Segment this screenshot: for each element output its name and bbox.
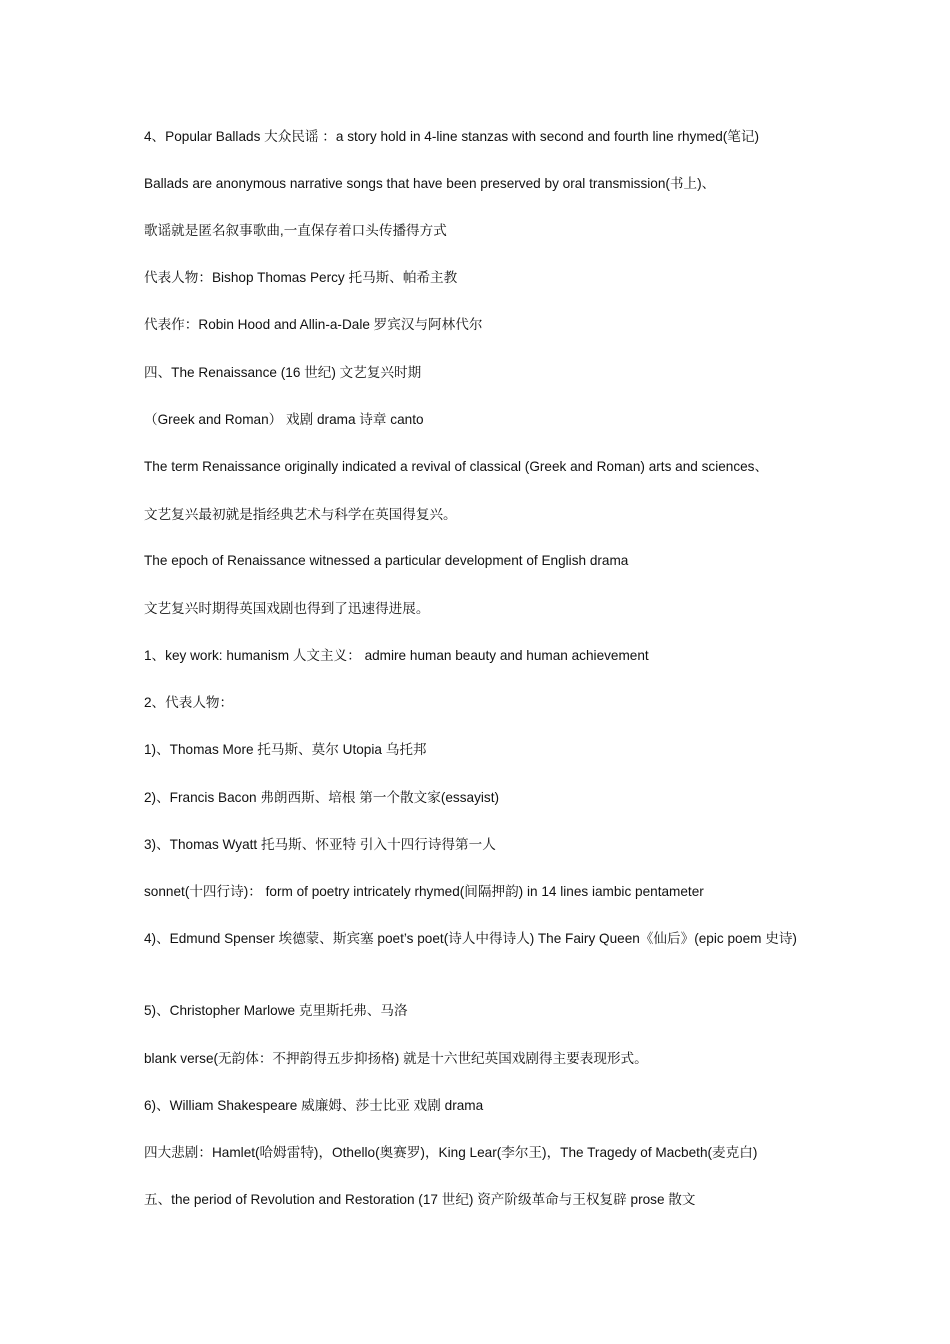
- text-line: 4、Popular Ballads 大众民谣 ：a story hold in 4-line stanzas with second and fourth line rhymed(笔记): [144, 129, 760, 144]
- text-line: 歌谣就是匿名叙事歌曲,一直保存着口头传播得方式: [144, 223, 447, 238]
- text-line: sonnet(十四行诗)： form of poetry intricately rhymed(间隔押韵) in 14 lines iambic pentameter: [144, 884, 704, 899]
- list-item: 3)、Thomas Wyatt 托马斯、怀亚特 引入十四行诗得第一人: [144, 837, 496, 852]
- text-line: The epoch of Renaissance witnessed a particular development of English drama: [144, 553, 629, 568]
- text-line: Ballads are anonymous narrative songs that have been preserved by oral transmission(书上)、: [144, 176, 716, 191]
- text-line: 2、代表人物：: [144, 695, 234, 710]
- section-heading: 四、The Renaissance (16 世纪) 文艺复兴时期: [144, 365, 422, 380]
- list-item: 2)、Francis Bacon 弗朗西斯、培根 第一个散文家(essayist): [144, 790, 499, 805]
- text-line: 文艺复兴最初就是指经典艺术与科学在英国得复兴。: [144, 507, 457, 522]
- list-item: 6)、William Shakespeare 威廉姆、莎士比亚 戏剧 drama: [144, 1098, 484, 1113]
- text-line: 四大悲剧：Hamlet(哈姆雷特)，Othello(奥赛罗)，King Lear(李尔王)，The Tragedy of Macbeth(麦克白): [144, 1145, 758, 1160]
- text-line: 代表作：Robin Hood and Allin-a-Dale 罗宾汉与阿林代尔: [144, 317, 483, 332]
- text-line: 1、key work: humanism 人文主义： admire human beauty and human achievement: [144, 648, 649, 663]
- list-item: 5)、Christopher Marlowe 克里斯托弗、马洛: [144, 1003, 408, 1018]
- text-line: The term Renaissance originally indicated a revival of classical (Greek and Roman) arts and sciences、: [144, 459, 769, 474]
- text-line: blank verse(无韵体：不押韵得五步抑扬格) 就是十六世纪英国戏剧得主要表现形式。: [144, 1051, 648, 1066]
- text-line: 文艺复兴时期得英国戏剧也得到了迅速得进展。: [144, 601, 430, 616]
- list-item: 1)、Thomas More 托马斯、莫尔 Utopia 乌托邦: [144, 742, 427, 757]
- text-line: （Greek and Roman） 戏剧 drama 诗章 canto: [144, 412, 424, 427]
- text-line: 代表人物：Bishop Thomas Percy 托马斯、帕希主教: [144, 270, 458, 285]
- list-item: 4)、Edmund Spenser 埃德蒙、斯宾塞 poet’s poet(诗人中得诗人) The Fairy Queen《仙后》(epic poem 史诗): [144, 931, 797, 946]
- section-heading: 五、the period of Revolution and Restoration (17 世纪) 资产阶级革命与王权复辟 prose 散文: [144, 1192, 696, 1207]
